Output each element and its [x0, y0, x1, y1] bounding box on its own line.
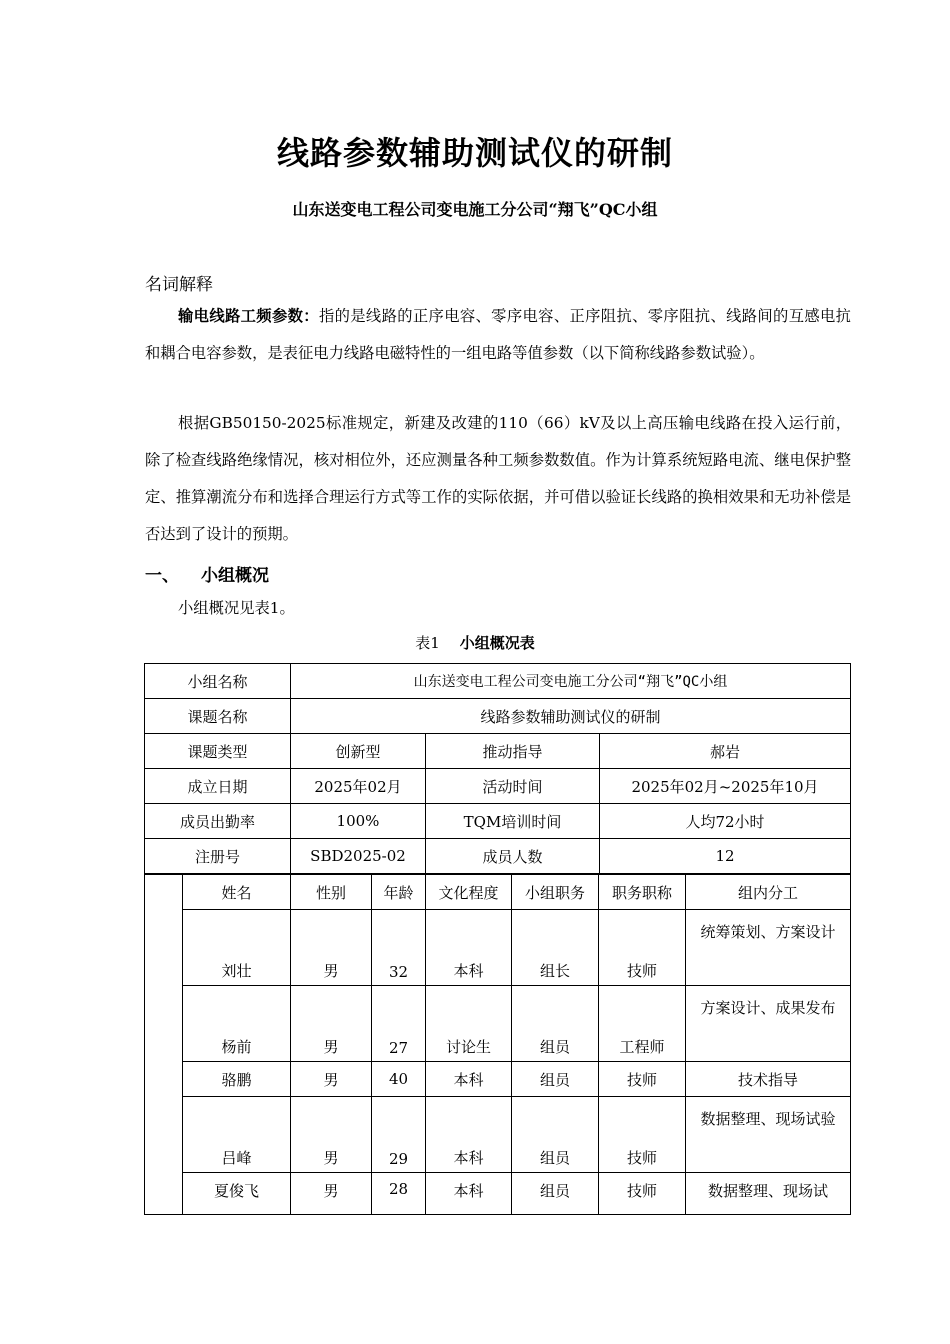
table-row [145, 664, 851, 699]
member-title: 技师 [599, 1097, 686, 1173]
member-name: 骆鹏 [183, 1062, 291, 1097]
table-row [145, 804, 851, 839]
table-row [145, 699, 851, 734]
label-cell: 推动指导 [426, 734, 600, 769]
header-cell: 文化程度 [426, 875, 512, 910]
member-duty: 统筹策划、方案设计 [686, 910, 851, 986]
header-cell: 年龄 [372, 875, 426, 910]
member-name: 刘壮 [183, 910, 291, 986]
table-row [145, 910, 851, 986]
member-duty: 数据整理、现场试验 [686, 1097, 851, 1173]
label-cell: 小组名称 [145, 664, 291, 699]
merged-blank-cell [145, 875, 183, 1215]
member-name: 吕峰 [183, 1097, 291, 1173]
member-age: 32 [372, 910, 426, 986]
table-title: 小组概况表 [459, 634, 535, 652]
member-title: 工程师 [599, 986, 686, 1062]
member-title: 技师 [599, 910, 686, 986]
page-subtitle: 山东送变电工程公司变电施工分公司“翔飞”QC小组 [292, 200, 658, 219]
value-cell: SBD2025-02 [291, 839, 426, 874]
section-number: 一、 [145, 566, 179, 586]
term-bold-lead: 输电线路工频参数： [178, 307, 319, 325]
member-name: 杨前 [183, 986, 291, 1062]
group-info-table [144, 663, 851, 874]
member-age: 28 [372, 1173, 426, 1215]
member-gender: 男 [291, 910, 372, 986]
label-cell: 成员人数 [426, 839, 600, 874]
value-cell: 2025年02月 [291, 769, 426, 804]
table-row [145, 1173, 851, 1215]
member-age: 29 [372, 1097, 426, 1173]
members-table [144, 874, 851, 1215]
label-cell: 成立日期 [145, 769, 291, 804]
header-cell: 职务职称 [599, 875, 686, 910]
member-gender: 男 [291, 1097, 372, 1173]
member-gender: 男 [291, 1173, 372, 1215]
header-cell: 性别 [291, 875, 372, 910]
member-education: 讨论生 [426, 986, 512, 1062]
term-heading: 名词解释 [145, 275, 213, 295]
members-header-row [145, 875, 851, 910]
table-row [145, 839, 851, 874]
header-cell: 组内分工 [686, 875, 851, 910]
section-heading [145, 561, 269, 586]
member-role: 组员 [512, 1173, 599, 1215]
member-education: 本科 [426, 910, 512, 986]
value-cell: 郝岩 [600, 734, 851, 769]
header-cell: 姓名 [183, 875, 291, 910]
value-cell: 12 [600, 839, 851, 874]
value-cell: 线路参数辅助测试仪的研制 [291, 699, 851, 734]
member-duty: 数据整理、现场试 [686, 1173, 851, 1215]
member-education: 本科 [426, 1062, 512, 1097]
table-label: 表1 [415, 634, 440, 652]
label-cell: 课题类型 [145, 734, 291, 769]
standard-paragraph: 根据GB50150-2025标准规定，新建及改建的110（66）kV及以上高压输电线路在投入运行前，除了检查线路绝缘情况，核对相位外，还应测量各种工频参数数值。作为计算系统短路电流、继电保护整定、推算潮流分布和选择合理运行方式等工作的实际依据，并可借以验证长线路的换相效果和无功补偿是否达到了设计的预期。 [145, 414, 851, 543]
member-gender: 男 [291, 986, 372, 1062]
value-cell: 100% [291, 804, 426, 839]
table-row [145, 1062, 851, 1097]
member-role: 组员 [512, 986, 599, 1062]
label-cell: TQM培训时间 [426, 804, 600, 839]
value-cell: 人均72小时 [600, 804, 851, 839]
table-row [145, 734, 851, 769]
label-cell: 课题名称 [145, 699, 291, 734]
label-cell: 成员出勤率 [145, 804, 291, 839]
section-intro: 小组概况见表1。 [178, 599, 295, 617]
member-age: 27 [372, 986, 426, 1062]
member-education: 本科 [426, 1097, 512, 1173]
term-paragraph [145, 298, 851, 372]
table-row [145, 986, 851, 1062]
member-age: 40 [372, 1062, 426, 1097]
value-cell: 创新型 [291, 734, 426, 769]
member-education: 本科 [426, 1173, 512, 1215]
member-role: 组长 [512, 910, 599, 986]
label-cell: 活动时间 [426, 769, 600, 804]
value-cell: 山东送变电工程公司变电施工分公司“翔飞”QC小组 [291, 664, 851, 699]
member-gender: 男 [291, 1062, 372, 1097]
value-cell: 2025年02月~2025年10月 [600, 769, 851, 804]
table-row [145, 769, 851, 804]
member-duty: 技术指导 [686, 1062, 851, 1097]
member-title: 技师 [599, 1173, 686, 1215]
header-cell: 小组职务 [512, 875, 599, 910]
table-caption [0, 632, 950, 653]
member-title: 技师 [599, 1062, 686, 1097]
table-row [145, 1097, 851, 1173]
label-cell: 注册号 [145, 839, 291, 874]
term-text: 指的是线路的正序电容、零序电容、正序阻抗、零序阻抗、线路间的互感电抗和耦合电容参数，是表征电力线路电磁特性的一组电路等值参数（以下简称线路参数试验）。 [145, 307, 851, 362]
section-title: 小组概况 [201, 566, 269, 586]
member-role: 组员 [512, 1097, 599, 1173]
member-role: 组员 [512, 1062, 599, 1097]
member-name: 夏俊飞 [183, 1173, 291, 1215]
member-duty: 方案设计、成果发布 [686, 986, 851, 1062]
page-title: 线路参数辅助测试仪的研制 [276, 134, 673, 172]
